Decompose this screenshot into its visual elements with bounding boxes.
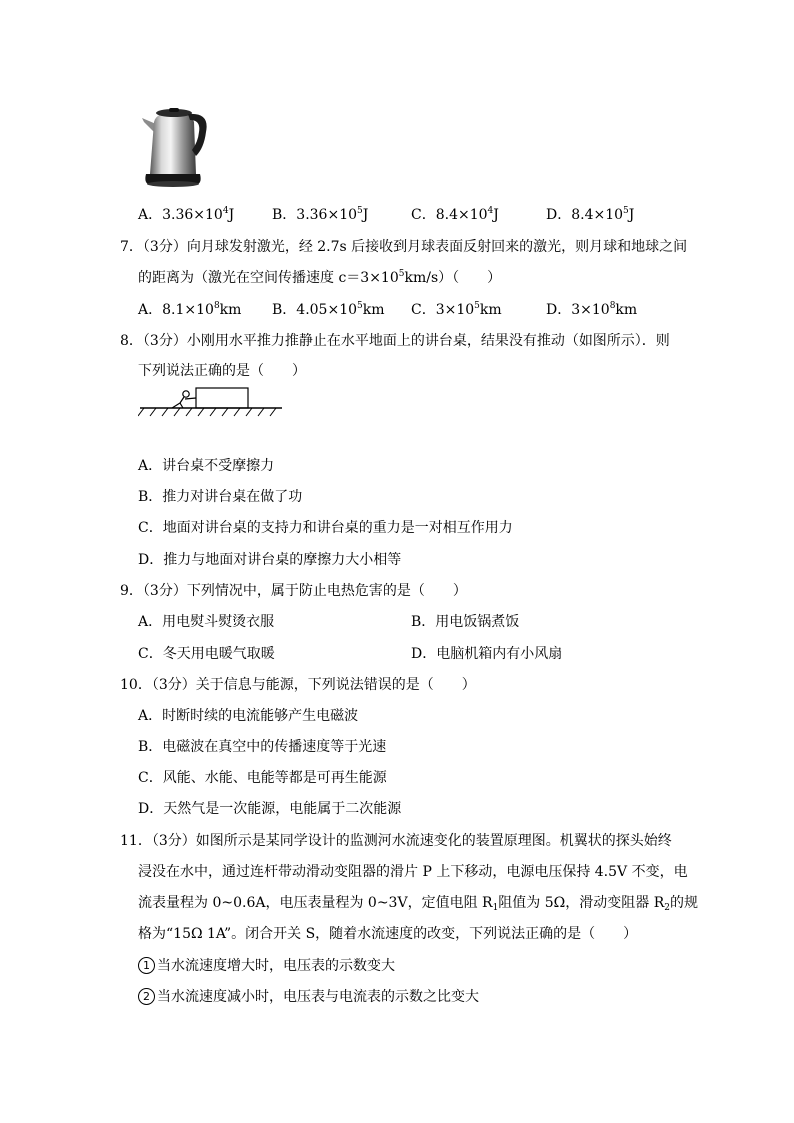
q6-option-d-exp: 5 [623,206,629,216]
q7-option-a-label: A． [138,302,163,318]
q6-option-a-label: A． [138,207,163,223]
q7-option-a-unit: km [219,302,242,318]
q6-option-d-unit: J [628,207,635,223]
q10-line1: 10．（3分）关于信息与能源，下列说法错误的是（ ） [120,677,476,693]
q7-option-d[interactable] [546,300,637,320]
q10-option-a[interactable]: A．时断时续的电流能够产生电磁波 [138,708,359,724]
q8-option-d[interactable]: D．推力与地面对讲台桌的摩擦力大小相等 [138,552,402,568]
q6-option-c-label: C． [411,207,436,223]
q11-statement-2-mark: 2 [138,988,155,1005]
q7-option-b-unit: km [362,302,385,318]
q11-statement-2 [138,987,479,1007]
q10-option-c[interactable]: C．风能、水能、电能等都是可再生能源 [138,770,387,786]
q6-option-b-value: 3.36×10 [296,207,358,223]
q6-option-d-label: D． [546,207,572,223]
q6-option-c[interactable] [411,205,499,225]
q7-option-d-label: D． [546,302,572,318]
q7-option-c-exp: 5 [474,301,480,311]
q7-line1: 7．（3分）向月球发射激光，经 2.7s 后接收到月球表面反射回来的激光，则月球和地球之间 [120,239,688,255]
q11-line3 [138,893,698,913]
q10-option-d[interactable]: D．天然气是一次能源，电能属于二次能源 [138,801,402,817]
q8-option-c[interactable]: C．地面对讲台桌的支持力和讲台桌的重力是一对相互作用力 [138,520,513,536]
q7-line2-pre: 的距离为（激光在空间传播速度 c＝3×10 [138,270,399,286]
q7-option-c-value: 3×10 [435,302,475,318]
q6-option-d[interactable] [546,205,634,225]
q6-option-b-label: B． [272,207,297,223]
q7-line2-post: km/s）（ ） [404,270,502,286]
q11-line2: 浸没在水中，通过连杆带动滑动变阻器的滑片 P 上下移动，电源电压保持 4.5V 不变，电 [138,864,688,880]
q7-option-a-exp: 8 [213,301,220,311]
q11-line1: 11．（3分）如图所示是某同学设计的监测河水流速变化的装置原理图。机翼状的探头始终 [120,833,672,849]
q6-option-a-value: 3.36×10 [162,207,223,223]
q9-option-a[interactable]: A．用电熨斗熨烫衣服 [138,614,275,630]
q11-line3-b: 阻值为 5Ω，滑动变阻器 R [498,895,665,911]
q11-line3-sub2: 2 [664,903,670,913]
q7-option-d-unit: km [615,302,638,318]
q11-line3-c: 的规 [670,895,698,911]
q11-statement-1 [138,956,395,976]
q7-option-b-exp: 5 [357,301,363,311]
q7-line2 [138,268,501,288]
q6-option-a[interactable] [138,205,234,225]
q11-line3-sub1: 1 [492,903,499,913]
q11-line4: 格为“15Ω 1A”。闭合开关 S，随着水流速度的改变，下列说法正确的是（ ） [138,926,638,942]
q6-option-c-value: 8.4×10 [435,207,488,223]
q7-option-d-value: 3×10 [571,302,610,318]
kettle-image [136,104,212,190]
q8-option-b[interactable]: B．推力对讲台桌在做了功 [138,489,303,505]
q7-option-c-label: C． [411,302,436,318]
q11-line3-a: 流表量程为 0~0.6A，电压表量程为 0~3V，定值电阻 R [138,895,493,911]
q6-option-a-exp: 4 [222,206,229,216]
q8-line2: 下列说法正确的是（ ） [138,363,306,379]
q7-option-b-value: 4.05×10 [296,302,358,318]
q6-option-c-unit: J [493,207,499,223]
q7-option-b[interactable] [272,300,385,320]
q7-option-a-value: 8.1×10 [162,302,214,318]
q7-option-c-unit: km [479,302,502,318]
q11-statement-2-text: 当水流速度减小时，电压表与电流表的示数之比变大 [157,989,479,1005]
q8-option-a[interactable]: A．讲台桌不受摩擦力 [138,458,275,474]
q6-option-b-exp: 5 [357,206,363,216]
q7-option-b-label: B． [272,302,297,318]
q6-option-a-unit: J [228,207,235,223]
q7-option-c[interactable] [411,300,502,320]
q6-option-b-unit: J [362,207,369,223]
q9-option-d[interactable]: D．电脑机箱内有小风扇 [411,646,563,662]
q6-option-d-value: 8.4×10 [571,207,624,223]
q6-option-c-exp: 4 [487,206,494,216]
q8-line1: 8．（3分）小刚用水平推力推静止在水平地面上的讲台桌，结果没有推动（如图所示）．则 [120,333,670,349]
q7-option-a[interactable] [138,300,241,320]
q11-statement-1-mark: 1 [138,957,155,974]
q9-option-c[interactable]: C．冬天用电暖气取暖 [138,646,275,662]
q9-option-b[interactable]: B．用电饭锅煮饭 [411,614,520,630]
push-desk-figure [138,385,284,423]
q6-option-b[interactable] [272,205,368,225]
q7-option-d-exp: 8 [609,301,616,311]
q10-option-b[interactable]: B．电磁波在真空中的传播速度等于光速 [138,739,387,755]
q7-line2-exp: 5 [398,269,405,279]
q9-line1: 9．（3分）下列情况中，属于防止电热危害的是（ ） [120,583,467,599]
q11-statement-1-text: 当水流速度增大时，电压表的示数变大 [157,958,395,974]
